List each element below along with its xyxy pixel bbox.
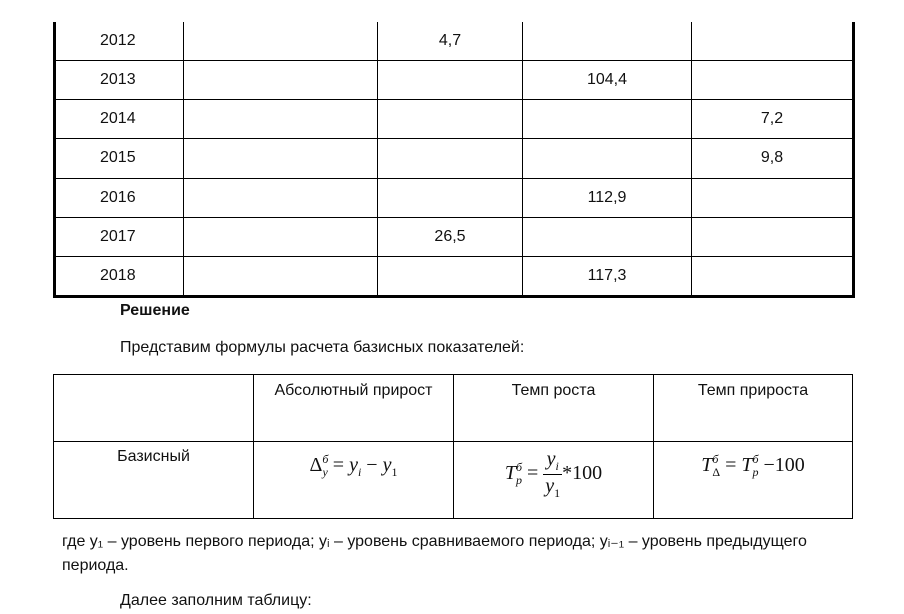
value-cell: [692, 61, 854, 100]
value-cell: 112,9: [523, 178, 692, 217]
formula-row-label: Базисный: [54, 442, 254, 519]
value-cell: 9,8: [692, 139, 854, 178]
value-cell: [378, 100, 523, 139]
value-cell: [378, 61, 523, 100]
table-row: [55, 139, 854, 178]
data-table: [53, 22, 855, 298]
value-cell: [184, 22, 378, 61]
value-cell: [184, 139, 378, 178]
value-cell: [692, 22, 854, 61]
formula-absolute-growth: [254, 442, 454, 519]
table-row: [55, 256, 854, 296]
value-cell: [378, 256, 523, 296]
value-cell: [523, 100, 692, 139]
table-row: [55, 100, 854, 139]
table-row: [55, 178, 854, 217]
year-cell: 2015: [55, 139, 184, 178]
value-cell: [184, 256, 378, 296]
year-cell: 2017: [55, 217, 184, 256]
explanation-paragraph: где y₁ – уровень первого периода; yᵢ – уровень сравниваемого периода; yᵢ₋₁ – уровень предыдущего периода.: [62, 533, 807, 574]
table-row: [55, 217, 854, 256]
value-cell: [184, 100, 378, 139]
value-cell: [184, 61, 378, 100]
value-cell: [184, 178, 378, 217]
value-cell: [692, 256, 854, 296]
formula-increase-rate: [654, 442, 853, 519]
increase-formula: $T^б_\Delta = T^б_p -100$: [701, 452, 805, 479]
formula-header-growth: Темп роста: [454, 375, 654, 442]
formula-table: [53, 374, 853, 519]
value-cell: [523, 217, 692, 256]
table-row: [55, 61, 854, 100]
year-cell: 2014: [55, 100, 184, 139]
value-cell: 104,4: [523, 61, 692, 100]
intro-text: Представим формулы расчета базисных показателей:: [120, 339, 525, 356]
formula-header-empty: [54, 375, 254, 442]
value-cell: 4,7: [378, 22, 523, 61]
value-cell: [692, 217, 854, 256]
value-cell: [692, 178, 854, 217]
value-cell: [523, 22, 692, 61]
value-cell: [378, 139, 523, 178]
abs-formula: $\Delta^б_y = y_i - y_1$: [309, 452, 398, 479]
year-cell: 2018: [55, 256, 184, 296]
year-cell: 2013: [55, 61, 184, 100]
value-cell: 26,5: [378, 217, 523, 256]
formula-header-absolute: Абсолютный прирост: [254, 375, 454, 442]
formula-growth-rate: [454, 442, 654, 519]
growth-formula: $T^б_p$ = $\frac{y_i}{y_1}$ *100: [504, 448, 603, 500]
value-cell: 117,3: [523, 256, 692, 296]
table-row: [55, 22, 854, 61]
year-cell: 2016: [55, 178, 184, 217]
next-text: Далее заполним таблицу:: [120, 592, 312, 609]
value-cell: [184, 217, 378, 256]
formula-header-increase: Темп прироста: [654, 375, 853, 442]
solution-heading: Решение: [120, 302, 190, 319]
value-cell: 7,2: [692, 100, 854, 139]
value-cell: [523, 139, 692, 178]
value-cell: [378, 178, 523, 217]
year-cell: 2012: [55, 22, 184, 61]
